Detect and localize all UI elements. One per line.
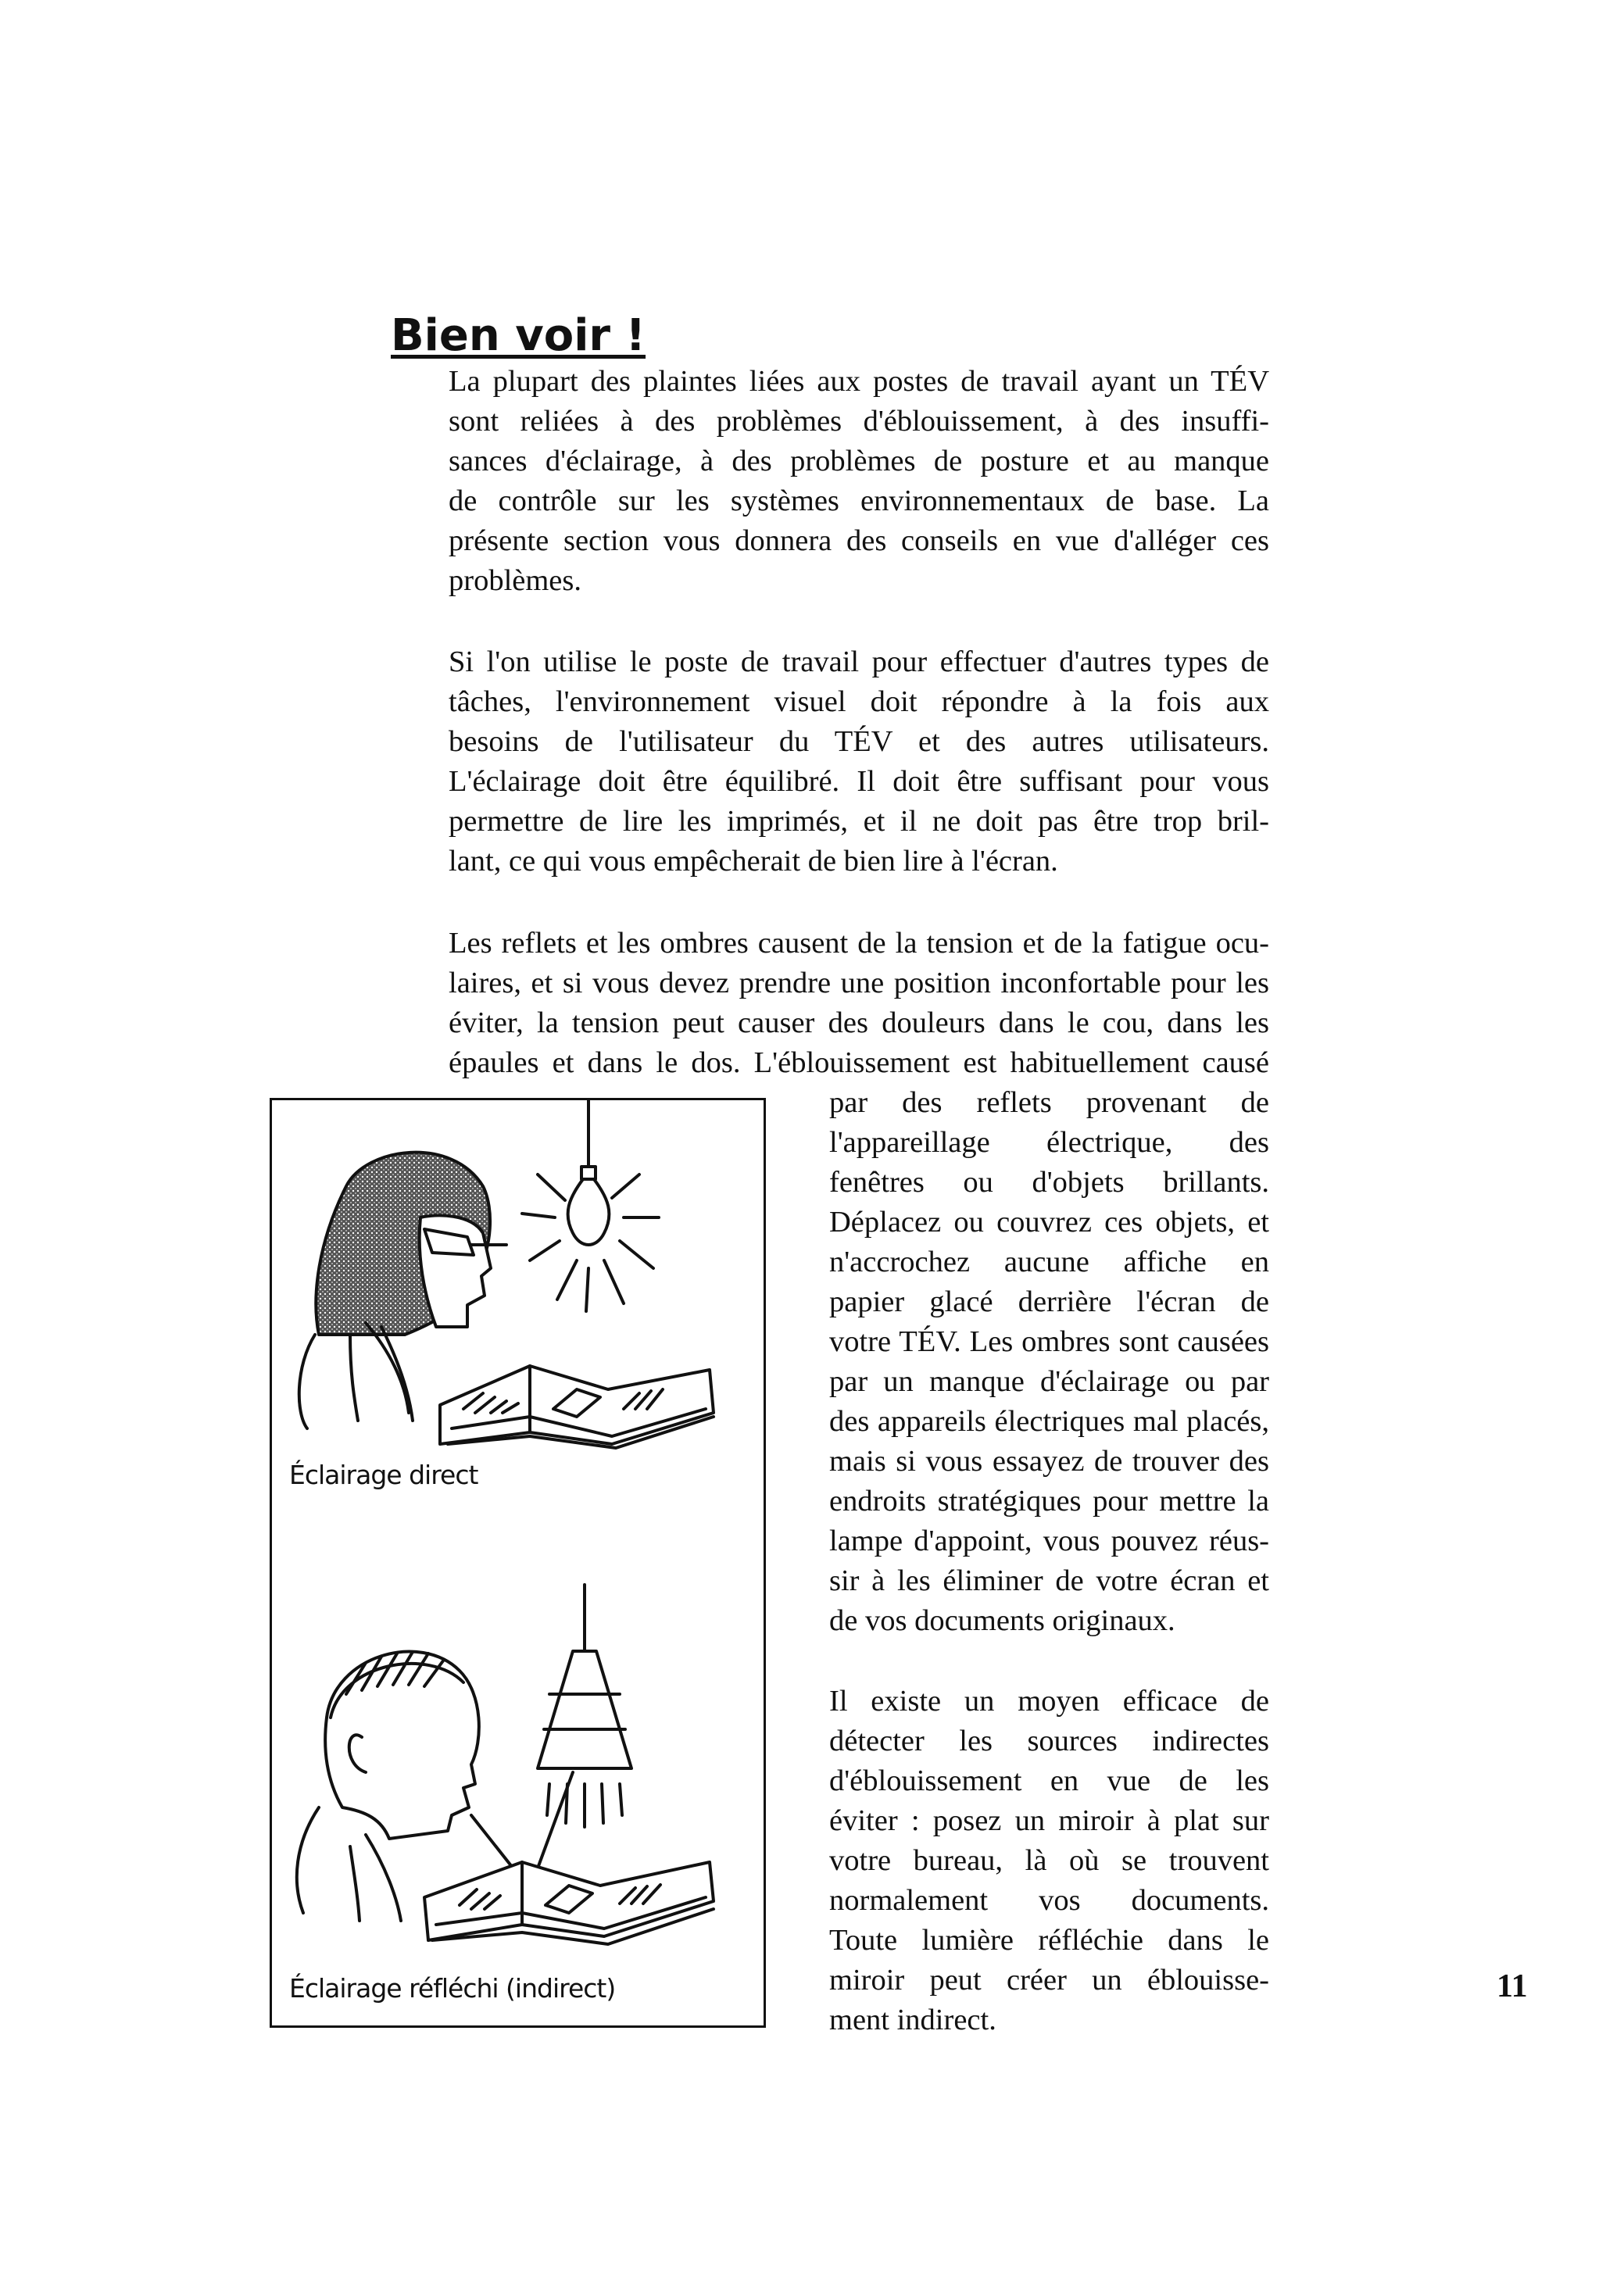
text-line: miroir peut créer un éblouisse- [829, 1964, 1269, 1997]
open-book-icon [424, 1862, 714, 1940]
text-line: Les reflets et les ombres causent de la tension et de la fatigue ocu- [449, 927, 1269, 960]
text-line: votre bureau, là où se trouvent [829, 1844, 1269, 1877]
page-number: 11 [1497, 1968, 1528, 2004]
reflected-lighting-scene [297, 1585, 714, 1944]
text-line: endroits stratégiques pour mettre la [829, 1485, 1269, 1518]
text-line: votre TÉV. Les ombres sont causées [829, 1325, 1269, 1358]
text-line: normalement vos documents. [829, 1884, 1269, 1917]
text-line: Il existe un moyen efficace de [829, 1685, 1269, 1718]
text-line: n'accrochez aucune affiche en [829, 1246, 1269, 1278]
text-line: de contrôle sur les systèmes environnementaux de base. La [449, 484, 1269, 517]
text-line: éviter, la tension peut causer des douleurs dans le cou, dans les [449, 1006, 1269, 1039]
text-line: problèmes. [449, 564, 581, 597]
paragraph-reflections [449, 924, 1269, 1083]
text-line: Déplacez ou couvrez ces objets, et [829, 1206, 1269, 1239]
text-line: Si l'on utilise le poste de travail pour effectuer d'autres types de [449, 645, 1269, 678]
paragraph-intro [449, 362, 1269, 601]
text-line: tâches, l'environnement visuel doit répondre à la fois aux [449, 685, 1269, 718]
text-line: laires, et si vous devez prendre une position inconfortable pour les [449, 967, 1269, 999]
text-line: éviter : posez un miroir à plat sur [829, 1804, 1269, 1837]
text-line: papier glacé derrière l'écran de [829, 1285, 1269, 1318]
text-line: L'éclairage doit être équilibré. Il doit être suffisant pour vous [449, 765, 1269, 798]
text-line: des appareils électriques mal placés, [829, 1405, 1269, 1438]
lighting-illustration [272, 1100, 768, 2030]
lightbulb-icon [568, 1179, 610, 1245]
bulb-socket-icon [581, 1167, 596, 1179]
paragraph-glare-causes [829, 1083, 1269, 1641]
text-line: ment indirect. [829, 2004, 996, 2036]
paragraph-visual-environment [449, 642, 1269, 881]
text-line: par des reflets provenant de [829, 1086, 1269, 1119]
text-line: lampe d'appoint, vous pouvez réus- [829, 1525, 1269, 1557]
text-line: sances d'éclairage, à des problèmes de posture et au manque [449, 445, 1269, 477]
section-title: Bien voir ! [391, 310, 646, 361]
text-line: détecter les sources indirectes [829, 1725, 1269, 1757]
text-line: mais si vous essayez de trouver des [829, 1445, 1269, 1478]
pendant-lamp-icon [538, 1651, 631, 1768]
text-line: Toute lumière réfléchie dans le [829, 1924, 1269, 1957]
caption-direct-lighting: Éclairage direct [289, 1460, 478, 1490]
text-line: présente section vous donnera des conseils en vue d'alléger ces [449, 524, 1269, 557]
light-ray-icon [538, 1174, 565, 1200]
text-line: fenêtres ou d'objets brillants. [829, 1166, 1269, 1199]
text-line: de vos documents originaux. [829, 1604, 1175, 1637]
text-line: épaules et dans le dos. L'éblouissement est habituellement causé [449, 1046, 1269, 1079]
direct-lighting-scene [299, 1100, 714, 1448]
text-line: d'éblouissement en vue de les [829, 1764, 1269, 1797]
open-book-icon [440, 1366, 714, 1444]
text-line: l'appareillage électrique, des [829, 1126, 1269, 1159]
lighting-figure [270, 1098, 766, 2028]
text-line: par un manque d'éclairage ou par [829, 1365, 1269, 1398]
caption-reflected-lighting: Éclairage réfléchi (indirect) [289, 1973, 616, 2004]
text-line: La plupart des plaintes liées aux postes de travail ayant un TÉV [449, 365, 1269, 398]
paragraph-mirror-test [829, 1682, 1269, 2040]
text-line: permettre de lire les imprimés, et il ne doit pas être trop bril- [449, 805, 1269, 838]
text-line: besoins de l'utilisateur du TÉV et des autres utilisateurs. [449, 725, 1269, 758]
text-line: sir à les éliminer de votre écran et [829, 1564, 1269, 1597]
text-line: lant, ce qui vous empêcherait de bien lire à l'écran. [449, 845, 1058, 878]
text-line: sont reliées à des problèmes d'éblouissement, à des insuffi- [449, 405, 1269, 438]
